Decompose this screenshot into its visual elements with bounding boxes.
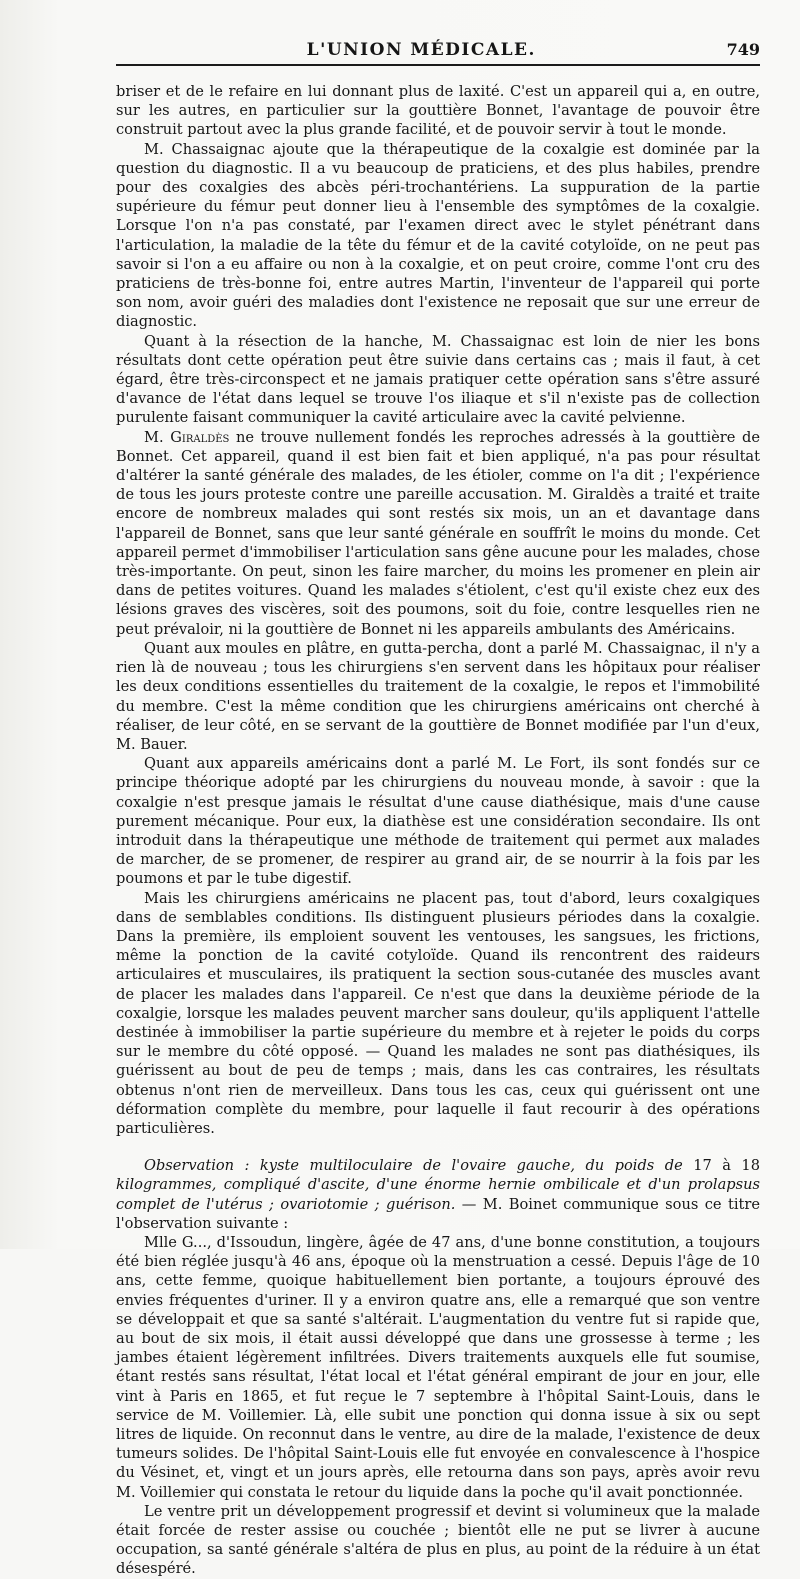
article-body (116, 82, 760, 1138)
observation-heading (116, 1156, 760, 1233)
paragraph (116, 82, 760, 140)
paragraph (116, 889, 760, 1139)
paragraph-text: M. Chassaignac ajoute que la thérapeutique de la coxalgie est dominée par la question du diagnostic. Il a vu beaucoup de praticiens, et des plus habiles, prendre pour des coxalgies des abcès péri-trochantériens. La suppuration de la partie supérieure du fémur peut donner lieu à l'ensemble des symptômes de la coxalgie. Lorsque l'on n'a pas constaté, par l'examen direct avec le stylet pénétrant dans l'articulation, la maladie de la tête du fémur et de la cavité cotyloïde, on ne peut pas savoir si l'on a eu affaire ou non à la coxalgie, et on peut croire, comme l'ont cru des praticiens de très-bonne foi, entre autres Martin, l'inventeur de l'appareil qui porte son nom, avoir guéri des maladies dont l'existence ne reposait que sur une erreur de diagnostic. (116, 140, 760, 331)
paragraph-text: Le ventre prit un développement progressif et devint si volumineux que la malade était forcée de rester assise ou couchée ; bientôt elle ne put se livrer à aucune occupation, sa santé générale s'altéra de plus en plus, au point de la réduire à un état désespéré. (116, 1502, 760, 1578)
paragraph-text: Quant aux appareils américains dont a parlé M. Le Fort, ils sont fondés sur ce principe théorique adopté par les chirurgiens du nouveau monde, à savoir : que la coxalgie n'est presque jamais le résultat d'une cause diathésique, mais d'une cause purement mécanique. Pour eux, la diathèse est une considération secondaire. Ils ont introduit dans la thérapeutique une méthode de traitement qui permet aux malades de marcher, de se promener, de respirer au grand air, de se nourrir à la fois par les poumons et par le tube digestif. (116, 755, 760, 888)
paragraph (116, 428, 760, 639)
journal-title: L'UNION MÉDICALE. (306, 40, 536, 60)
paragraph (116, 140, 760, 332)
page-number: 749 (726, 40, 760, 59)
paragraph-text: briser et de le refaire en lui donnant plus de laxité. C'est un appareil qui a, en outre, sur les autres, en particulier sur la gouttière Bonnet, l'avantage de pouvoir être construit partout avec la plus grande facilité, et de pouvoir servir à tout le monde. (116, 83, 760, 139)
observation-title: Observation : kyste multiloculaire de l'ovaire gauche, du poids de (144, 1157, 683, 1175)
section-gap (116, 1138, 760, 1156)
observation-section (116, 1156, 760, 1578)
paragraph-text: Quant à la résection de la hanche, M. Chassaignac est loin de nier les bons résultats dont cette opération peut être suivie dans certains cas ; mais il faut, à cet égard, être très-circonspect et ne jamais pratiquer cette opération sans s'être assuré d'avance de l'état dans lequel se trouve l'os iliaque et s'il n'existe pas de collection purulente faisant communiquer la cavité articulaire avec la cavité pelvienne. (116, 332, 760, 427)
paragraph (116, 639, 760, 754)
observation-subtitle: kilogrammes, compliqué d'ascite, d'une énorme hernie ombilicale et d'un prolapsus complet de l'utérus ; ovariotomie ; guérison. (116, 1176, 760, 1213)
paragraph-text: Mais les chirurgiens américains ne placent pas, tout d'abord, leurs coxalgiques dans de semblables conditions. Ils distinguent plusieurs périodes dans la coxalgie. Dans la première, ils emploient souvent les ventouses, les sangsues, les frictions, même la ponction de la cavité cotyloïde. Quand ils rencontrent des raideurs articulaires et musculaires, ils pratiquent la section sous-cutanée des muscles avant de placer les malades dans l'appareil. Ce n'est que dans la deuxième période de la coxalgie, lorsque les malades peuvent marcher sans douleur, qu'ils appliquent l'attelle destinée à immobiliser la partie supérieure du membre et à rejeter le poids du corps sur le membre du côté opposé. — Quand les malades ne sont pas diathésiques, ils guérissent au bout de peu de temps ; mais, dans les cas contraires, les résultats obtenus n'ont rien de merveilleux. Dans tous les cas, ceux qui guérissent ont une déformation complète du membre, pour laquelle il faut recourir à des opérations particulières. (116, 889, 760, 1137)
paragraph-text: Quant aux moules en plâtre, en gutta-percha, dont a parlé M. Chassaignac, il n'y a rien là de nouveau ; tous les chirurgiens s'en servent dans les hôpitaux pour réaliser les deux conditions essentielles du traitement de la coxalgie, le repos et l'immobilité du membre. C'est la même condition que les chirurgiens américains ont cherché à réaliser, de leur côté, en se servant de la gouttière de Bonnet modifiée par l'un d'eux, M. Bauer. (116, 639, 760, 753)
paragraph-text: ne trouve nullement fondés les reproches adressés à la gouttière de Bonnet. Cet appareil, quand il est bien fait et bien appliqué, n'a pas pour résultat d'altérer la santé générale des malades, de les étioler, comme on l'a dit ; l'expérience de tous les jours proteste contre une pareille accusation. M. Giraldès a traité et traite encore de nombreux malades qui sont restés six mois, un an et davantage dans l'appareil de Bonnet, sans que leur santé générale en souffrît le moins du monde. Cet appareil permet d'immobiliser l'articulation sans gêne aucune pour les malades, chose très-importante. On peut, sinon les faire marcher, du moins les promener en plein air dans de petites voitures. Quand les malades s'étiolent, c'est qu'il existe chez eux des lésions graves des viscères, soit des poumons, soit du foie, contre lesquelles rien ne peut prévaloir, ni la gouttière de Bonnet ni les appareils ambulants des Américains. (116, 428, 760, 638)
observation-intro: — M. Boinet communique sous ce titre l'observation suivante : (116, 1195, 760, 1232)
speaker-name: M. Giraldès (144, 428, 230, 446)
observation-weight: 17 à 18 (682, 1157, 760, 1175)
paragraph-text: Mlle G..., d'Issoudun, lingère, âgée de 47 ans, d'une bonne constitution, a toujours été bien réglée jusqu'à 46 ans, époque où la menstruation a cessé. Depuis l'âge de 10 ans, cette femme, quoique habituellement bien portante, a toujours éprouvé des envies fréquentes d'uriner. Il y a environ quatre ans, elle a remarqué que son ventre se développait et que sa santé s'altérait. L'augmentation du ventre fut si rapide que, au bout de six mois, il était aussi développé que dans une grossesse à terme ; les jambes étaient légèrement infiltrées. Divers traitements auxquels elle fut soumise, étant restés sans résultat, l'état local et l'état général empirant de jour en jour, elle vint à Paris en 1865, et fut reçue le 7 septembre à l'hôpital Saint-Louis, dans le service de M. Voillemier. Là, elle subit une ponction qui donna issue à six ou sept litres de liquide. On reconnut dans le ventre, au dire de la malade, l'existence de deux tumeurs solides. De l'hôpital Saint-Louis elle fut envoyée en convalescence à l'hospice du Vésinet, et, vingt et un jours après, elle retourna dans son pays, après avoir revu M. Voillemier qui constata le retour du liquide dans la poche qu'il avait ponctionnée. (116, 1233, 760, 1501)
paragraph (116, 332, 760, 428)
paragraph (116, 1233, 760, 1502)
paragraph (116, 754, 760, 888)
page-header (116, 40, 760, 66)
paragraph (116, 1502, 760, 1579)
